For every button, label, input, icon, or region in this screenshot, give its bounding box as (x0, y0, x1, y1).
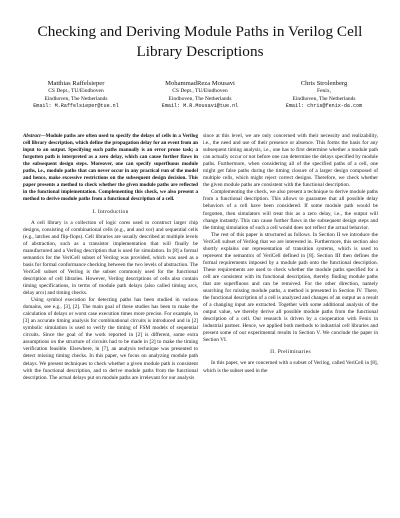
author-city: Eindhoven, The Netherlands (168, 95, 232, 102)
author-email: Email: chris@fenix-da.com (285, 103, 363, 110)
abstract (23, 133, 198, 203)
author-3 (262, 80, 386, 111)
body-paragraph: A cell library is a collection of logic cores used to construct larger chip designs, consisting of combinational cells (e.g., and and xor) and sequential cells (e.g., latches and flip-flops). Cell libraries are usually described at multiple levels of abstraction, such as a transistor implementation that will finally be manufactured and a Verilog description that is used for simulation. In [8] a formal semantics for the VeriCell subset of Verilog was provided, which was used as a basis for formal conformance checking between the two levels of abstraction. The VeriCell subset of Verilog is the subset commonly used for the functional description of cell libraries. However, Verilog descriptions of cells also contain timing specifications, in terms of module path delays (also called timing arcs, delay arcs) and timing checks. (23, 219, 198, 297)
author-name: Matthias Raffelsieper (47, 80, 105, 87)
right-column (203, 133, 378, 509)
author-affiliation: Fenix, (317, 88, 331, 95)
section-heading-preliminaries: II. Preliminaries (270, 349, 311, 356)
body-paragraph: In this paper, we are concerned with a subset of Verilog, called VeriCell in [8], which is the subset used in the (203, 360, 378, 374)
author-2 (138, 80, 262, 111)
author-city: Eindhoven, The Netherlands (44, 95, 108, 102)
author-email: Email: M.R.Mousavi@tue.nl (161, 103, 239, 110)
author-affiliation: CS Dept., TU/Eindhoven (48, 88, 104, 95)
section-heading-introduction: I. Introduction (92, 208, 129, 215)
left-column (23, 133, 198, 509)
author-name: Chris Strolenberg (300, 80, 348, 87)
abstract-label: Abstract (23, 133, 41, 139)
author-block (14, 80, 386, 111)
author-city: Eindhoven, The Netherlands (292, 95, 356, 102)
body-paragraph: since at this level, we are only concerned with their necessity and realizability, i.e., the need and use of their presence or absence. This forms the basis for any subsequent timing analysis, i.e., one has to first determine whether a module path can actually occur or not before one can determine the delays specified by module paths. Furthermore, when considering all of the specified paths of a cell, one might get false paths during the timing closure of a larger design composed of multiple cells, which might reject correct designs. Therefore, we check whether the given module paths are consistent with the functional description. (203, 133, 378, 189)
author-email: Email: M.Raffelsieper@tue.nl (33, 103, 119, 110)
author-1 (14, 80, 138, 111)
body-paragraph: Complementing the check, we also present a technique to derive module paths from a functional description. This allows to guarantee that all possible delay behaviors of a cell have been considered. If some module path would be forgotten, then simulators will treat this as a zero delay, i.e., the output will change instantly. This can cause further flaws in the subsequent design steps and the timing simulation of such a cell would does not reflect the actual behavior. (203, 189, 378, 231)
body-paragraph: The rest of this paper is structured as follows. In Section II we introduce the VeriCell subset of Verilog that we are interested in. Furthermore, this section also shortly explains our representation of transition systems, which is used to represent the semantics of VeriCell defined in [8]. Section III then defines the formal requirements imposed by a module path onto the functional description. These requirements are used to check whether the module paths specified for a cell are consistent with its functional description, thereby finding module paths that are superfluous and can be removed. For the other direction, namely searching for missing module paths, a method is presented in Section IV. There, the functional description of a cell is analyzed and changes of an output as a result of a changing input are extracted. Together with some additional analysis of the output value, we thereby derive all possible module paths from the functional description of a cell. Our research is driven by a cooperation with Fenix in industrial partner. Hence, we applied both methods to industrial cell libraries and present some of our experimental results in Section V. We conclude the paper in Section VI. (203, 231, 378, 344)
body-paragraph: Using symbol execution for detecting paths has been studied in various domains, see e.g., [3], [2]. The main goal of these studies has been to make the calculation of delays or worst case execution times more precise. For example, in [3] an accurate timing analysis for combinational circuits is introduced and in [2] symbolic simulation is used to verify the timing of FSM models of sequential circuits. Since the goal of the work reported in [2] is different, some extra assumptions on the structure of circuits had to be made in [2] to make the timing verification feasible. Elsewhere, in [7], an analysis technique was presented to detect missing timing checks. In this paper, we focus on analyzing module path delays. We present techniques to check whether a given module path is consistent with the functional description, and to derive module paths from the functional description. The actual delays put on module paths are irrelevant for our analysis (23, 297, 198, 381)
author-affiliation: CS Dept., TU/Eindhoven (172, 88, 228, 95)
author-name: MohammadReza Mousavi (165, 80, 235, 87)
paper-title: Checking and Deriving Module Paths in Verilog Cell Library Descriptions (37, 23, 363, 60)
abstract-text: —Module paths are often used to specify the delays of cells in a Verilog cell library description, which define the propagation delay for an event from an input to an output. Specifying such paths manually is an error prone task; a forgotten path is interpreted as a zero delay, which can cause further flaws in the subsequent design steps. Moreover, one can specify superfluous module paths, i.e., module paths that can never occur in any practical run of the model and hence, make excessive restrictions on the subsequent design decision. This paper presents a method to check whether the given module paths are reflected in the functional implementation. Complementing this check, we also present a method to derive module paths from a functional description of a cell. (23, 133, 198, 202)
